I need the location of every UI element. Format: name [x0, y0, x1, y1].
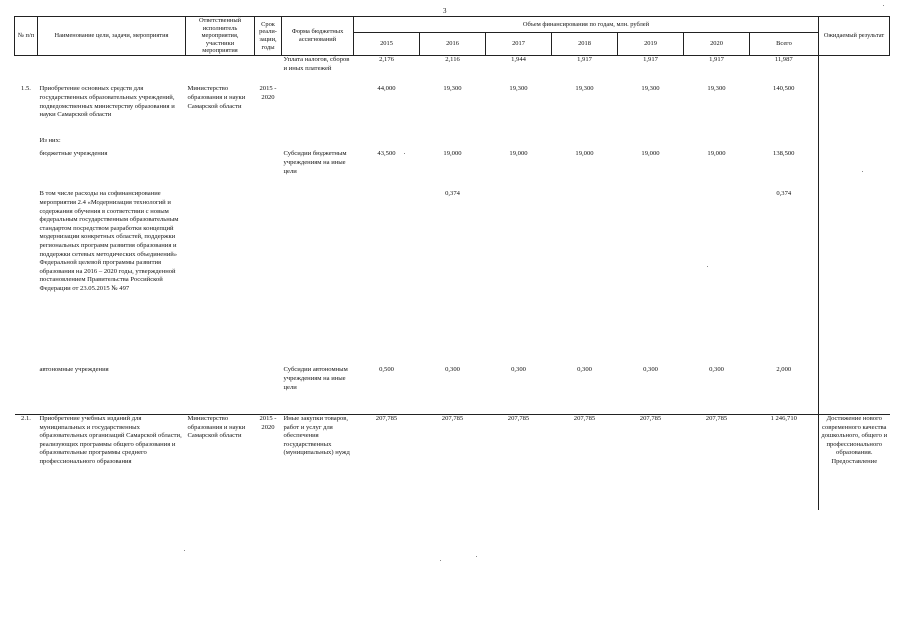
table-row	[15, 414, 890, 510]
row-term: 2015 - 2020	[259, 85, 277, 102]
row-form: Уплата налогов, сборов и иных платежей	[283, 55, 350, 72]
header-term: Срок реали-зации, годы	[255, 17, 282, 56]
scan-speck	[440, 560, 441, 561]
row-value: 19,300	[443, 85, 462, 93]
row-form: Субсидии автономным учреждениям на иные цели	[282, 366, 354, 414]
row-form	[282, 137, 354, 150]
header-num: № п/п	[15, 17, 38, 56]
row-result: Достижение нового современного качества дошкольного, общего и профессионального образования. Предоставление	[821, 414, 888, 465]
row-term: 2015 - 2020	[259, 414, 277, 431]
row-value: 19,300	[575, 85, 594, 93]
scan-speck	[184, 550, 185, 551]
header-total: Всего	[750, 32, 819, 55]
row-value: 207,785	[441, 414, 464, 422]
row-result	[819, 85, 890, 137]
row-num	[15, 137, 38, 150]
header-financing: Объем финансирования по годам, млн. рублей	[354, 17, 819, 33]
row-total: 1 246,710	[750, 414, 819, 510]
row-value: 1,944	[511, 55, 526, 63]
row-term	[255, 55, 282, 85]
row-result	[819, 366, 890, 414]
row-form: Иные закупки товаров, работ и услуг для обеспечения государственных (муниципальных) нужд	[283, 414, 350, 457]
row-value	[552, 137, 618, 150]
row-value: 1,917	[709, 55, 724, 63]
row-value: 0,374	[445, 190, 460, 198]
row-term	[255, 150, 282, 190]
header-year: 2020	[684, 32, 750, 55]
row-value	[354, 137, 420, 150]
row-value: 19,300	[509, 85, 528, 93]
table-row	[15, 150, 890, 190]
row-value	[618, 190, 684, 366]
row-name: автономные учреждения	[38, 366, 186, 414]
page-number: 3	[443, 7, 447, 15]
row-value: 207,785	[573, 414, 596, 422]
row-value: 0,500	[354, 366, 420, 414]
row-executor	[186, 55, 255, 85]
row-total: 0,374	[750, 190, 819, 366]
row-value: 19,300	[641, 85, 660, 93]
row-num	[15, 190, 38, 366]
row-value: 19,000	[509, 150, 528, 158]
scan-speck	[862, 171, 863, 172]
row-value	[552, 190, 618, 366]
row-executor: Министерство образования и науки Самарской области	[187, 85, 246, 110]
row-result	[819, 190, 890, 366]
row-value: 207,785	[639, 414, 662, 422]
row-name: Приобретение основных средств для государственных образовательных учреждений, подведомственных министерству образования и науки Самарской области	[39, 85, 175, 119]
row-term	[255, 366, 282, 414]
header-result: Ожидаемый результат	[819, 17, 890, 56]
row-name: Из них:	[39, 137, 61, 145]
row-value: 0,300	[420, 366, 486, 414]
row-form	[282, 85, 354, 137]
table-header	[15, 17, 890, 56]
row-value: 207,785	[705, 414, 728, 422]
row-value: 19,300	[707, 85, 726, 93]
scan-speck	[404, 153, 405, 154]
row-value	[486, 137, 552, 150]
row-value: 1,917	[643, 55, 658, 63]
row-value: 43,500	[377, 150, 396, 158]
row-result	[819, 137, 890, 150]
row-value	[420, 137, 486, 150]
header-year: 2019	[618, 32, 684, 55]
row-executor	[186, 366, 255, 414]
row-value	[684, 137, 750, 150]
row-num	[15, 366, 38, 414]
row-value: 19,000	[443, 150, 462, 158]
financing-table	[14, 16, 890, 510]
row-value	[486, 190, 552, 366]
row-value	[618, 137, 684, 150]
scan-speck	[476, 556, 477, 557]
row-form	[282, 190, 354, 366]
table-row	[15, 55, 890, 85]
row-total: 2,000	[750, 366, 819, 414]
row-value: 19,000	[575, 150, 594, 158]
row-executor: Министерство образования и науки Самарской области	[187, 414, 246, 440]
row-value	[354, 190, 420, 366]
header-executor: Ответственный исполнитель мероприятия, участники мероприятия	[186, 17, 255, 56]
table-row	[15, 190, 890, 366]
row-value: 0,300	[552, 366, 618, 414]
header-year: 2015	[354, 32, 420, 55]
scan-speck	[707, 266, 708, 267]
header-form: Форма бюджетных ассигнований	[282, 17, 354, 56]
row-value: 44,000	[377, 85, 396, 93]
row-num: 1.5.	[21, 85, 31, 93]
row-executor	[186, 150, 255, 190]
header-year: 2017	[486, 32, 552, 55]
row-num: 2.1.	[21, 414, 31, 422]
row-value: 207,785	[375, 414, 398, 422]
row-executor	[186, 137, 255, 150]
row-total: 138,500	[750, 150, 819, 190]
table-row	[15, 137, 890, 150]
table-row	[15, 85, 890, 137]
row-name	[38, 55, 186, 85]
row-num	[15, 55, 38, 85]
table-body	[15, 55, 890, 510]
row-name: бюджетные учреждения	[39, 150, 108, 158]
row-total	[750, 137, 819, 150]
row-total: 140,500	[750, 85, 819, 137]
table-row	[15, 366, 890, 414]
row-name: Приобретение учебных изданий для муниципальных и государственных образовательных организаций Самарской области, реализующих программы общего образования и образовательные программы среднего профессионального образования	[39, 414, 182, 465]
row-total: 11,987	[750, 55, 819, 85]
row-value	[684, 190, 750, 366]
row-value: 0,300	[618, 366, 684, 414]
row-term	[255, 190, 282, 366]
row-executor	[186, 190, 255, 366]
row-value: 1,917	[577, 55, 592, 63]
row-result	[819, 55, 890, 85]
row-value: 2,116	[445, 55, 460, 63]
row-value: 19,000	[707, 150, 726, 158]
header-year: 2018	[552, 32, 618, 55]
header-year: 2016	[420, 32, 486, 55]
row-form: Субсидии бюджетным учреждениям на иные цели	[283, 150, 347, 175]
row-term	[255, 137, 282, 150]
row-name: В том числе расходы на софинансирование мероприятия 2.4 «Модернизация технологий и содержания обучения в соответствии с новым федеральным государственным образовательным стандартом посредством разработки концепций модернизации конкретных областей, поддержки региональных программ развития образования и поддержки сетевых методических объединений» Федеральной целевой программы развития образования на 2016 – 2020 годы, утвержденной постановлением Правительства Российской Федерации от 23.05.2015 № 497	[39, 190, 179, 292]
row-num	[15, 150, 38, 190]
row-value: 0,300	[486, 366, 552, 414]
row-value: 19,000	[641, 150, 660, 158]
row-value: 207,785	[507, 414, 530, 422]
row-value: 0,300	[684, 366, 750, 414]
scan-speck	[883, 5, 884, 6]
row-value: 2,176	[379, 55, 394, 63]
row-result	[819, 150, 890, 190]
header-name: Наименование цели, задачи, мероприятия	[38, 17, 186, 56]
